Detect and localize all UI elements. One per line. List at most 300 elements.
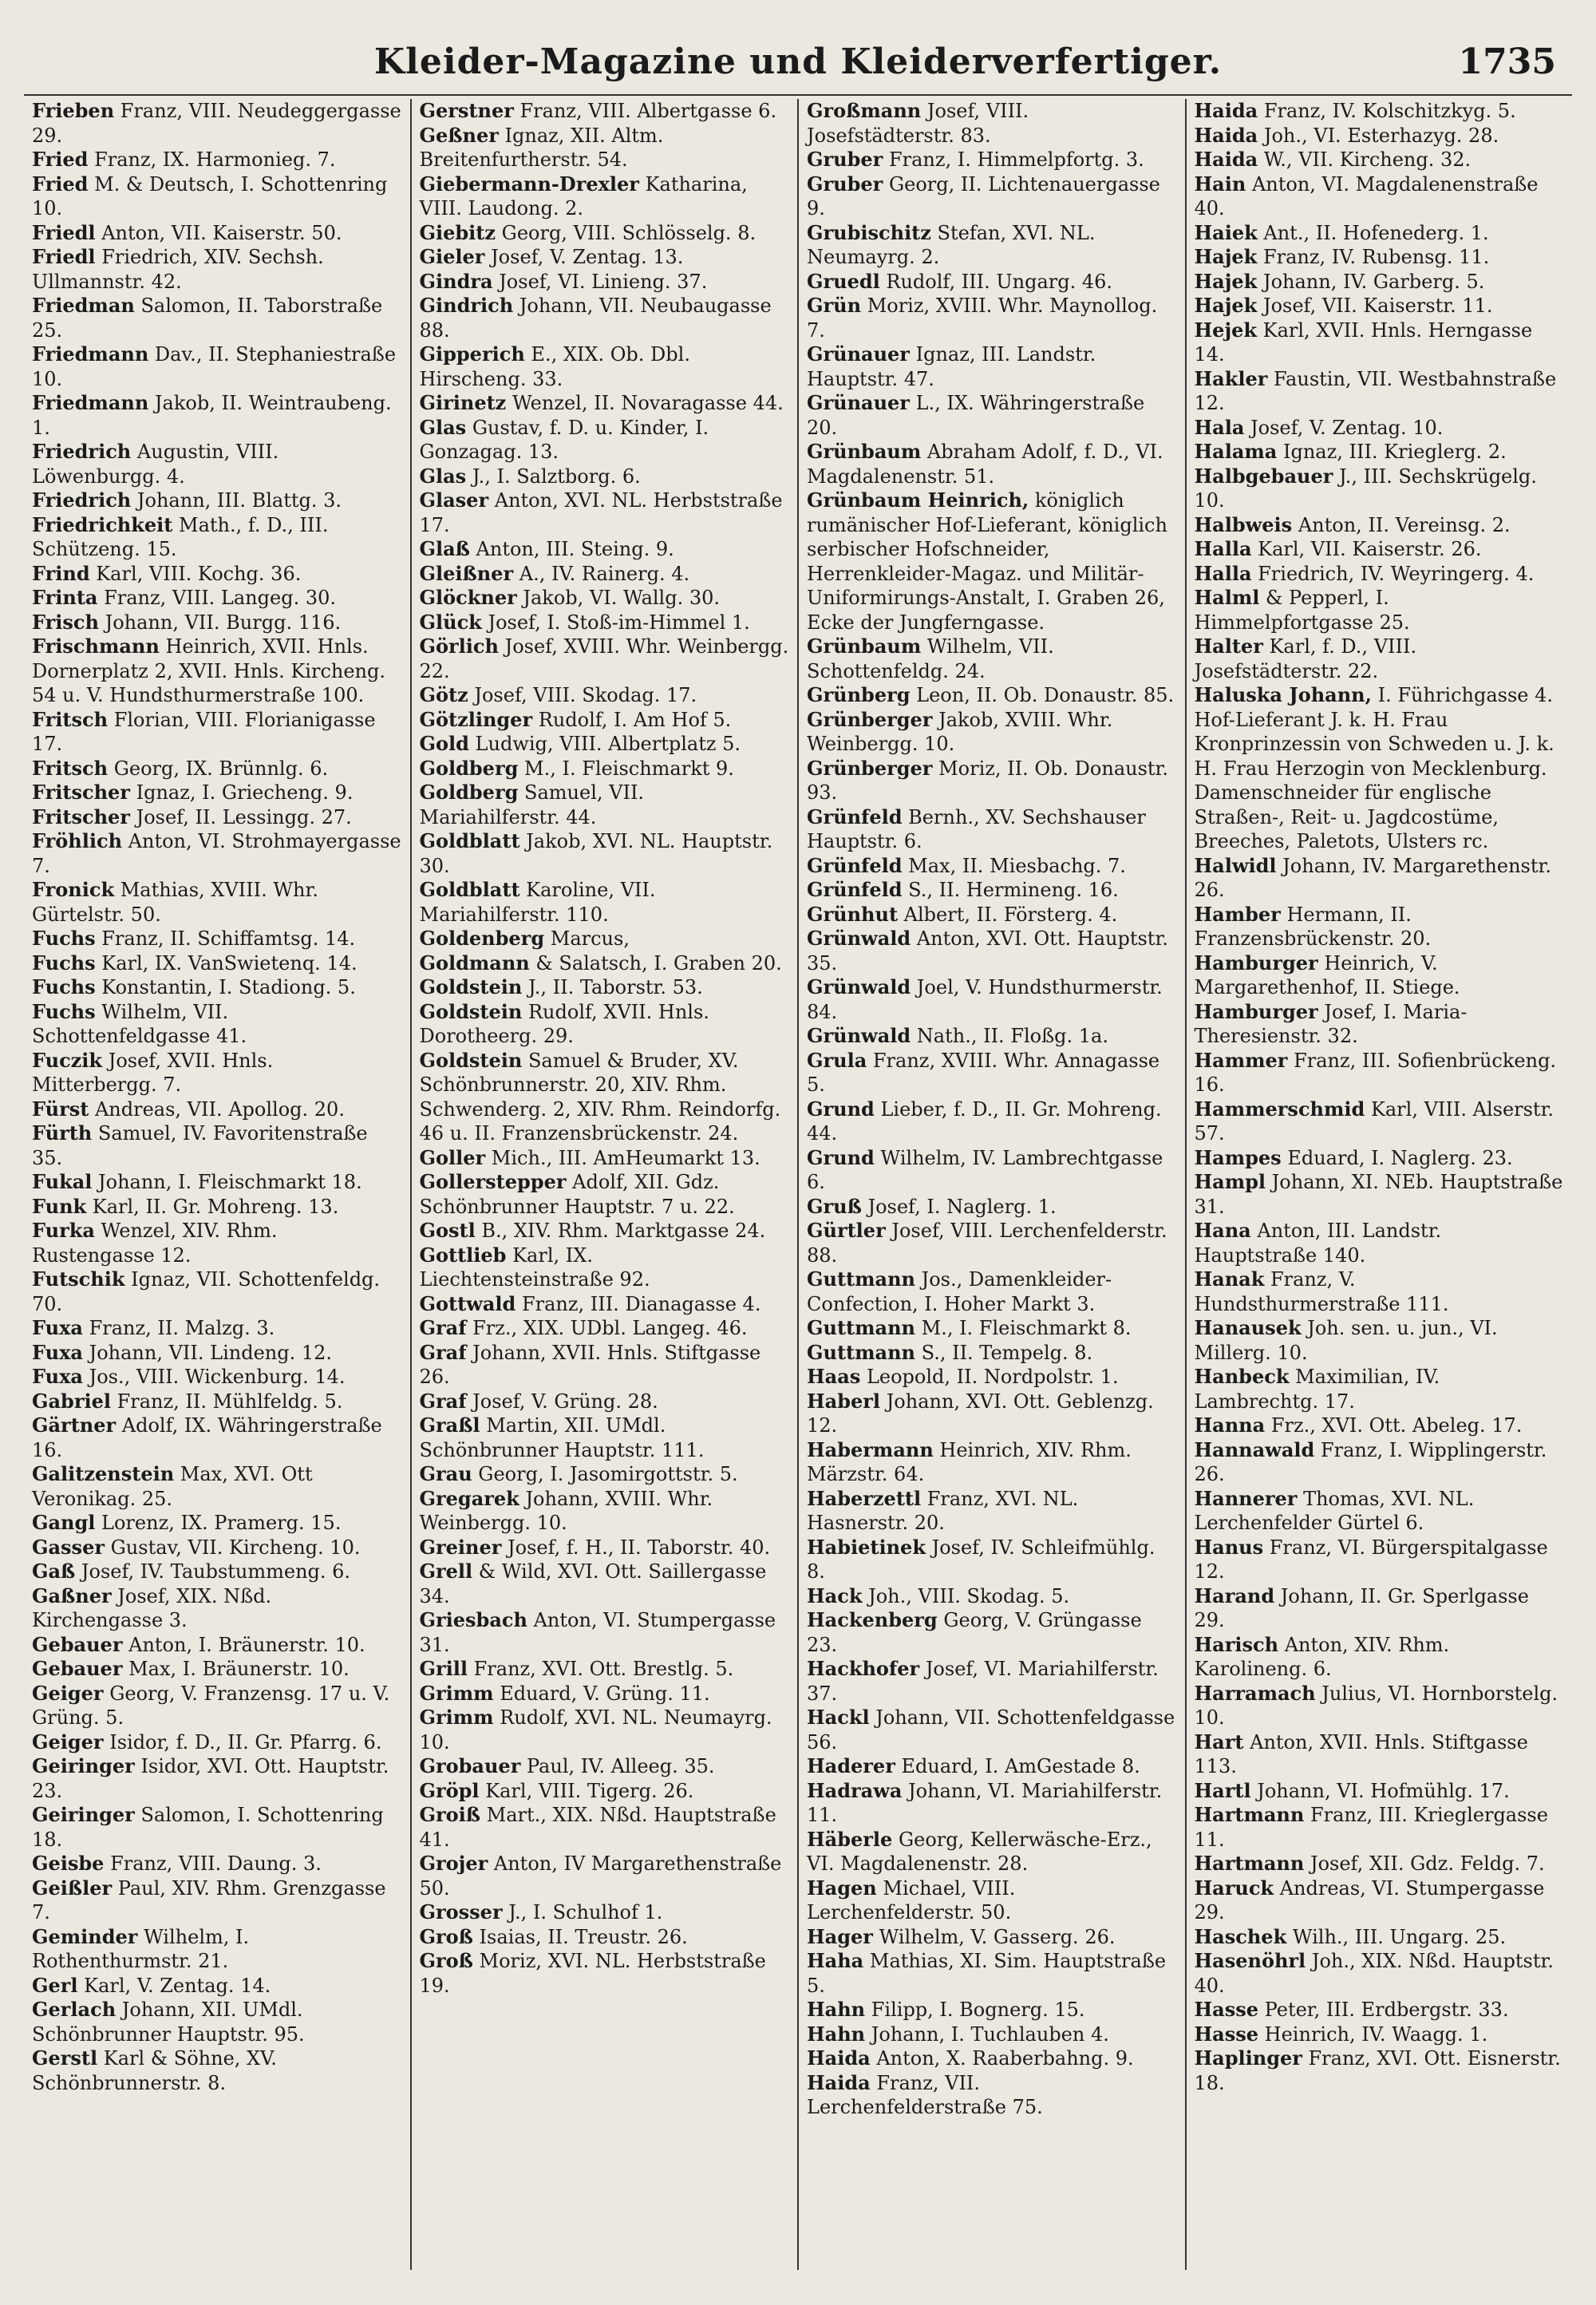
directory-entry bbox=[420, 708, 790, 733]
entry-name: Goldstein bbox=[419, 999, 523, 1023]
directory-entry bbox=[32, 1170, 402, 1195]
entry-name: Halla bbox=[1194, 537, 1252, 560]
directory-entry bbox=[807, 1316, 1177, 1341]
directory-entry bbox=[32, 1000, 402, 1049]
directory-entry bbox=[32, 1267, 402, 1316]
entry-name: Friedrich bbox=[32, 488, 132, 512]
directory-entry bbox=[420, 1413, 790, 1462]
directory-entry bbox=[32, 611, 402, 635]
directory-entry bbox=[807, 270, 1177, 295]
entry-name: Friedman bbox=[32, 294, 135, 317]
entry-address: Moriz, XVIII. Whr. Maynollog. 7. bbox=[807, 295, 1158, 342]
directory-entry bbox=[32, 1049, 402, 1097]
entry-name: Hannawald bbox=[1194, 1437, 1315, 1461]
entry-address: Filipp, I. Bognerg. 15. bbox=[871, 1999, 1085, 2021]
entry-address: Josef, VIII. Skodag. 17. bbox=[474, 684, 697, 706]
directory-entry bbox=[1195, 854, 1565, 903]
entry-address: Johann, II. Gr. Sperlgasse 29. bbox=[1194, 1584, 1529, 1631]
entry-address: M., I. Fleischmarkt 8. bbox=[921, 1317, 1132, 1339]
entry-address: Eduard, I. Naglerg. 23. bbox=[1287, 1146, 1513, 1169]
entry-address: Max, XVI. Ott Veronikag. 25. bbox=[32, 1463, 313, 1510]
entry-address: Karl & Söhne, XV. Schönbrunnerstr. 8. bbox=[32, 2047, 277, 2094]
directory-entry bbox=[807, 1754, 1177, 1779]
entry-address: Johann, VI. Mariahilferstr. 11. bbox=[807, 1779, 1163, 1826]
entry-name: Hammerschmid bbox=[1194, 1097, 1365, 1121]
entry-address: Franz, III. Dianagasse 4. bbox=[521, 1292, 761, 1315]
entry-address: Jos., Damenkleider-Confection, I. Hoher Markt 3. bbox=[807, 1268, 1112, 1315]
entry-name: Grubischitz bbox=[807, 220, 931, 244]
entry-name: Frinta bbox=[32, 586, 98, 609]
entry-name: Galitzenstein bbox=[32, 1462, 175, 1485]
entry-address: Friedrich, XIV. Sechsh. Ullmannstr. 42. bbox=[32, 246, 324, 293]
entry-name: Hajek bbox=[1194, 269, 1258, 293]
entry-name: Grünwald bbox=[807, 975, 911, 998]
directory-entry bbox=[807, 927, 1177, 975]
entry-name: Furka bbox=[32, 1219, 95, 1242]
entry-address: Jakob, XVIII. Whr. Weinbergg. 10. bbox=[807, 708, 1113, 755]
directory-entry bbox=[32, 1974, 402, 1999]
entry-name: Gebauer bbox=[32, 1657, 123, 1680]
entry-name: Groß bbox=[419, 1949, 473, 1972]
directory-entry bbox=[1195, 1170, 1565, 1219]
entry-name: Hampes bbox=[1194, 1145, 1282, 1169]
entry-name: Grünberg bbox=[807, 683, 911, 706]
entry-name: Hackhofer bbox=[807, 1657, 920, 1680]
entry-name: Fuxa bbox=[32, 1365, 83, 1388]
entry-name: Friedrich bbox=[32, 440, 132, 463]
entry-address: Math., f. D., III. Schützeng. 15. bbox=[32, 513, 329, 560]
directory-entry bbox=[32, 805, 402, 830]
entry-name: Fritsch bbox=[32, 756, 109, 780]
entry-name: Frisch bbox=[32, 610, 99, 634]
directory-entry bbox=[32, 1536, 402, 1560]
directory-entry bbox=[420, 1925, 790, 1950]
entry-address: Peter, III. Erdbergstr. 33. bbox=[1264, 1999, 1509, 2021]
entry-address: Anton, VII. Kaiserstr. 50. bbox=[101, 221, 342, 244]
entry-address: Jakob, II. Weintraubeng. 1. bbox=[32, 392, 392, 439]
entry-name: Frieben bbox=[32, 99, 115, 122]
directory-entry bbox=[807, 391, 1177, 440]
entry-address: Anton, II. Vereinsg. 2. bbox=[1298, 513, 1511, 536]
entry-name: Gruß bbox=[807, 1194, 862, 1218]
entry-address: Franz, VII. Lerchenfelderstraße 75. bbox=[807, 2071, 1043, 2118]
directory-entry bbox=[32, 1511, 402, 1536]
directory-entry bbox=[32, 148, 402, 172]
directory-entry bbox=[420, 951, 790, 976]
directory-entry bbox=[420, 1170, 790, 1219]
entry-name: Geiger bbox=[32, 1681, 104, 1705]
entry-name: Graf bbox=[419, 1316, 467, 1339]
directory-entry bbox=[32, 562, 402, 587]
directory-entry bbox=[807, 1024, 1177, 1049]
entry-name: Gasser bbox=[32, 1535, 105, 1559]
entry-address: Wilhelm, I. Rothenthurmstr. 21. bbox=[32, 1925, 250, 1972]
directory-entry bbox=[807, 854, 1177, 879]
directory-entry bbox=[420, 1682, 790, 1706]
entry-name: Goldenberg bbox=[419, 927, 545, 950]
directory-entry bbox=[807, 1390, 1177, 1438]
entry-name: Hasse bbox=[1194, 1998, 1259, 2021]
entry-address: Samuel, VII. Mariahilferstr. 44. bbox=[419, 781, 645, 828]
entry-name: Grün bbox=[807, 294, 862, 317]
directory-entry bbox=[420, 391, 790, 416]
entry-name: Gregarek bbox=[419, 1486, 519, 1510]
entry-name: Haas bbox=[807, 1365, 861, 1388]
directory-entry bbox=[807, 1267, 1177, 1316]
entry-name: Grobauer bbox=[419, 1754, 521, 1777]
entry-name: Guttmann bbox=[807, 1340, 915, 1364]
entry-name: Hanna bbox=[1194, 1413, 1266, 1437]
entry-address: Franz, VIII. Langeg. 30. bbox=[104, 587, 336, 609]
directory-entry bbox=[1195, 1000, 1565, 1049]
directory-entry bbox=[420, 1706, 790, 1754]
entry-address: Josef, II. Lessingg. 27. bbox=[136, 805, 352, 828]
directory-entry bbox=[32, 391, 402, 440]
directory-entry bbox=[32, 1413, 402, 1462]
directory-entry bbox=[807, 1365, 1177, 1390]
entry-name: Glaß bbox=[419, 537, 470, 560]
column-3 bbox=[797, 99, 1185, 2270]
directory-entry bbox=[1195, 683, 1565, 854]
entry-address: Salomon, II. Taborstraße 25. bbox=[32, 295, 383, 342]
entry-address: Georg, II. Lichtenauergasse 9. bbox=[807, 172, 1160, 219]
column-2 bbox=[410, 99, 798, 2270]
entry-name: Glas bbox=[419, 464, 467, 488]
directory-entry bbox=[420, 1949, 790, 1998]
directory-entry bbox=[1195, 562, 1565, 587]
entry-address: Wenzel, XIV. Rhm. Rustengasse 12. bbox=[32, 1220, 278, 1267]
directory-entry bbox=[1195, 221, 1565, 246]
entry-name: Grojer bbox=[419, 1852, 488, 1875]
entry-name: Fuchs bbox=[32, 951, 96, 975]
directory-entry bbox=[32, 1754, 402, 1803]
entry-address: Anton, XIV. Rhm. Karolineng. 6. bbox=[1194, 1633, 1450, 1680]
entry-name: Haiek bbox=[1194, 220, 1258, 244]
entry-address: Franz, XVIII. Whr. Annagasse 5. bbox=[807, 1049, 1160, 1096]
directory-entry bbox=[420, 1341, 790, 1390]
entry-name: Grünhut bbox=[807, 902, 899, 926]
entry-name: Grimm bbox=[419, 1706, 494, 1729]
directory-entry bbox=[32, 488, 402, 513]
entry-name: Fuxa bbox=[32, 1316, 83, 1339]
entry-address: Konstantin, I. Stadiong. 5. bbox=[101, 976, 356, 998]
directory-entry bbox=[420, 611, 790, 635]
directory-entry bbox=[420, 878, 790, 927]
directory-entry bbox=[32, 1219, 402, 1267]
entry-address: Joh., VIII. Skodag. 5. bbox=[868, 1584, 1070, 1607]
entry-address: Lorenz, IX. Pramerg. 15. bbox=[101, 1512, 342, 1534]
directory-entry bbox=[1195, 903, 1565, 951]
entry-address: Johann, I. Fleischmarkt 18. bbox=[98, 1171, 362, 1193]
entry-name: Hartl bbox=[1194, 1778, 1251, 1802]
entry-name: Frind bbox=[32, 561, 90, 585]
directory-entry bbox=[807, 1608, 1177, 1657]
entry-address: Leopold, II. Nordpolstr. 1. bbox=[866, 1366, 1119, 1388]
directory-entry bbox=[1195, 124, 1565, 148]
entry-name: Griesbach bbox=[419, 1608, 527, 1631]
entry-name: Goldblatt bbox=[419, 829, 520, 852]
entry-name: Funk bbox=[32, 1194, 87, 1218]
directory-entry bbox=[1195, 1097, 1565, 1146]
entry-name: Graf bbox=[419, 1389, 467, 1413]
directory-entry bbox=[420, 1000, 790, 1049]
entry-name: Fürst bbox=[32, 1097, 89, 1121]
entry-address: Gustav, VII. Kircheng. 10. bbox=[110, 1536, 361, 1559]
entry-name: Hejek bbox=[1194, 318, 1258, 342]
directory-entry bbox=[420, 1900, 790, 1925]
entry-address: Stefan, XVI. NL. Neumayrg. 2. bbox=[807, 221, 1096, 268]
entry-address: Anton, I. Bräunerstr. 10. bbox=[128, 1633, 365, 1656]
directory-entry bbox=[420, 342, 790, 391]
entry-address: Josef, XVII. Hnls. Mitterbergg. 7. bbox=[32, 1049, 274, 1096]
entry-address: Paul, XIV. Rhm. Grenzgasse 7. bbox=[32, 1876, 386, 1923]
directory-entry bbox=[807, 635, 1177, 683]
directory-entry bbox=[807, 1097, 1177, 1146]
entry-name: Greiner bbox=[419, 1535, 502, 1559]
directory-entry bbox=[807, 221, 1177, 270]
directory-entry bbox=[807, 2071, 1177, 2120]
directory-entry bbox=[32, 99, 402, 148]
entry-address: Thomas, XVI. NL. Lerchenfelder Gürtel 6. bbox=[1194, 1487, 1475, 1534]
entry-name: Fritsch bbox=[32, 707, 109, 731]
entry-name: Guttmann bbox=[807, 1316, 915, 1339]
column-4 bbox=[1185, 99, 1573, 2270]
directory-entry bbox=[420, 1779, 790, 1804]
directory-entry bbox=[32, 975, 402, 1000]
directory-entry bbox=[1195, 1049, 1565, 1097]
entry-address: Franz, III. Krieglergasse 11. bbox=[1194, 1804, 1548, 1851]
directory-entry bbox=[420, 488, 790, 537]
entry-name: Gröpl bbox=[419, 1778, 480, 1802]
entry-address: Karl, VII. Kaiserstr. 26. bbox=[1258, 538, 1482, 560]
entry-address: Anton, X. Raaberbahng. 9. bbox=[876, 2047, 1134, 2070]
directory-entry bbox=[807, 1146, 1177, 1195]
entry-address: Hermann, II. Franzensbrückenstr. 20. bbox=[1194, 903, 1432, 950]
entry-address: Joel, V. Hundsthurmerstr. 84. bbox=[807, 976, 1163, 1023]
directory-entry bbox=[1195, 537, 1565, 562]
entry-name: Hamburger bbox=[1194, 951, 1318, 975]
entry-address: Josef, IV. Schleifmühlg. 8. bbox=[807, 1536, 1156, 1583]
entry-name: Hagen bbox=[807, 1876, 877, 1900]
directory-entry bbox=[420, 635, 790, 683]
directory-entry bbox=[807, 2046, 1177, 2071]
entry-address: J., II. Taborstr. 53. bbox=[527, 976, 703, 998]
entry-name: Glaser bbox=[419, 488, 489, 512]
directory-entry bbox=[32, 1121, 402, 1170]
entry-name: Frischmann bbox=[32, 635, 160, 658]
directory-entry bbox=[32, 781, 402, 805]
columns bbox=[24, 99, 1572, 2270]
entry-address: königlich rumänischer Hof-Lieferant, königlich serbischer Hofschneider, Herrenkleider-Magaz. und Militär-Uniformirungs-Anstalt, I. Graben 26, Ecke der Jungferngasse. bbox=[807, 489, 1167, 634]
directory-entry bbox=[420, 1657, 790, 1682]
entry-name: Goldblatt bbox=[419, 878, 520, 901]
entry-address: Karl, VIII. Alserstr. 57. bbox=[1194, 1097, 1555, 1145]
entry-address: Mart., XIX. Nßd. Hauptstraße 41. bbox=[419, 1804, 776, 1851]
entry-name: Geiger bbox=[32, 1730, 104, 1753]
directory-entry bbox=[32, 635, 402, 708]
entry-name: Friedmann bbox=[32, 391, 149, 414]
entry-address: J., III. Sechskrügelg. 10. bbox=[1194, 465, 1537, 512]
directory-entry bbox=[32, 829, 402, 878]
entry-name: Gärtner bbox=[32, 1413, 117, 1437]
entry-name: Fritscher bbox=[32, 781, 130, 804]
directory-entry bbox=[807, 1949, 1177, 1998]
entry-address: Karl, IX. VanSwietenq. 14. bbox=[101, 951, 358, 975]
directory-entry bbox=[32, 927, 402, 951]
entry-address: Johann, VII. Burgg. 116. bbox=[105, 611, 342, 634]
entry-name: Gruedl bbox=[807, 269, 880, 293]
entry-name: Harand bbox=[1194, 1583, 1275, 1607]
directory-entry bbox=[32, 1341, 402, 1366]
entry-name: Götz bbox=[419, 683, 468, 706]
entry-address: Joh., VI. Esterhazyg. 28. bbox=[1263, 124, 1499, 147]
directory-entry bbox=[807, 1341, 1177, 1366]
directory-entry bbox=[32, 1803, 402, 1852]
entry-address: Ignaz, VII. Schottenfeldg. 70. bbox=[32, 1268, 381, 1315]
entry-name: Haida bbox=[1194, 123, 1258, 147]
directory-entry bbox=[420, 1390, 790, 1414]
entry-address: Mathias, XI. Sim. Hauptstraße 5. bbox=[807, 1950, 1167, 1997]
entry-name: Gindrich bbox=[419, 294, 514, 317]
entry-name: Halla bbox=[1194, 561, 1252, 585]
directory-entry bbox=[1195, 1730, 1565, 1779]
entry-name: Görlich bbox=[419, 635, 499, 658]
entry-name: Geiringer bbox=[32, 1803, 135, 1826]
entry-name: Gold bbox=[419, 732, 469, 755]
entry-address: Franz, XVI. Ott. Brestlg. 5. bbox=[473, 1658, 734, 1680]
directory-entry bbox=[807, 683, 1177, 708]
directory-entry bbox=[420, 416, 790, 465]
entry-address: Ignaz, III. Krieglerg. 2. bbox=[1282, 441, 1507, 463]
directory-entry bbox=[1195, 318, 1565, 367]
entry-address: Mathias, XVIII. Whr. Gürtelstr. 50. bbox=[32, 879, 318, 926]
directory-entry bbox=[807, 1706, 1177, 1754]
entry-address: Josef, VIII. Lerchenfelderstr. 88. bbox=[807, 1220, 1167, 1267]
entry-name: Fried bbox=[32, 172, 89, 196]
directory-entry bbox=[420, 1316, 790, 1341]
entry-address: Josef, I. Stoß-im-Himmel 1. bbox=[488, 611, 750, 634]
entry-name: Hartmann bbox=[1194, 1803, 1305, 1826]
entry-name: Halwidl bbox=[1194, 853, 1277, 877]
entry-name: Gerlach bbox=[32, 1998, 117, 2021]
entry-address: Georg, IX. Brünnlg. 6. bbox=[113, 757, 329, 780]
entry-name: Grill bbox=[419, 1657, 468, 1680]
entry-address: Isidor, XVI. Ott. Hauptstr. 23. bbox=[32, 1755, 389, 1802]
entry-name: Grünberger bbox=[807, 707, 933, 731]
entry-name: Grell bbox=[419, 1560, 473, 1583]
directory-entry bbox=[32, 708, 402, 757]
directory-entry bbox=[807, 488, 1177, 635]
entry-name: Grünwald bbox=[807, 927, 911, 950]
entry-name: Grünfeld bbox=[807, 878, 903, 901]
entry-name: Hack bbox=[807, 1583, 863, 1607]
directory-entry bbox=[1195, 1633, 1565, 1682]
entry-address: Wilhelm, VII. Schottenfeldg. 24. bbox=[807, 635, 1054, 682]
entry-name: Häberle bbox=[807, 1827, 893, 1851]
entry-name: Haruck bbox=[1194, 1876, 1274, 1900]
entry-name: Fried bbox=[32, 148, 89, 171]
entry-name: Gerstner bbox=[419, 99, 514, 122]
directory-entry bbox=[420, 294, 790, 342]
entry-address: Adolf, XII. Gdz. Schönbrunner Hauptstr. 7 u. 22. bbox=[419, 1171, 735, 1218]
directory-entry bbox=[32, 1560, 402, 1584]
entry-address: & Wild, XVI. Ott. Saillergasse 34. bbox=[419, 1560, 767, 1607]
entry-address: Anton, VI. Magdalenenstraße 40. bbox=[1194, 172, 1539, 219]
entry-address: Franz, XVI. Ott. Eisnerstr. 18. bbox=[1194, 2047, 1561, 2094]
directory-entry bbox=[807, 172, 1177, 221]
entry-name: Halama bbox=[1194, 440, 1278, 463]
entry-name: Halter bbox=[1194, 635, 1263, 658]
entry-address: Maximilian, IV. Lambrechtg. 17. bbox=[1194, 1366, 1440, 1413]
entry-address: Josef, VIII. Josefstädterstr. 83. bbox=[807, 100, 1029, 147]
entry-address: S., II. Tempelg. 8. bbox=[921, 1341, 1093, 1364]
entry-address: Josef, I. Naglerg. 1. bbox=[867, 1195, 1057, 1218]
entry-address: Karl, VIII. Tigerg. 26. bbox=[485, 1779, 694, 1802]
directory-entry bbox=[420, 1243, 790, 1292]
entry-address: Florian, VIII. Florianigasse 17. bbox=[32, 708, 376, 755]
entry-name: Grünbaum bbox=[807, 440, 922, 463]
directory-entry bbox=[32, 1876, 402, 1925]
entry-name: Gaß bbox=[32, 1560, 76, 1583]
entry-address: Josef, XVIII. Whr. Weinbergg. 22. bbox=[419, 635, 789, 682]
directory-entry bbox=[32, 513, 402, 562]
entry-name: Futschik bbox=[32, 1267, 125, 1291]
directory-entry bbox=[420, 1608, 790, 1657]
entry-address: Julius, VI. Hornborstelg. 10. bbox=[1194, 1682, 1558, 1729]
directory-entry bbox=[1195, 951, 1565, 1000]
entry-name: Friedrichkeit bbox=[32, 512, 173, 536]
entry-name: Gaßner bbox=[32, 1583, 112, 1607]
directory-entry bbox=[32, 1852, 402, 1876]
entry-address: Wilh., III. Ungarg. 25. bbox=[1292, 1925, 1507, 1948]
directory-entry bbox=[1195, 2046, 1565, 2095]
entry-name: Grünfeld bbox=[807, 853, 903, 877]
directory-entry bbox=[32, 1925, 402, 1974]
entry-address: Samuel, IV. Favoritenstraße 35. bbox=[32, 1122, 368, 1169]
entry-name: Hakler bbox=[1194, 366, 1268, 390]
entry-address: Franz, V. Hundsthurmerstraße 111. bbox=[1194, 1268, 1449, 1315]
entry-name: Hana bbox=[1194, 1219, 1251, 1242]
entry-name: Hackenberg bbox=[807, 1608, 938, 1631]
directory-entry bbox=[32, 245, 402, 294]
entry-name: Haberzettl bbox=[807, 1486, 922, 1510]
entry-address: Franz, II. Malzg. 3. bbox=[89, 1317, 275, 1339]
entry-name: Giebermann-Drexler bbox=[419, 172, 639, 196]
directory-entry bbox=[807, 975, 1177, 1024]
directory-entry bbox=[420, 537, 790, 562]
directory-entry bbox=[1195, 1925, 1565, 1950]
entry-address: Lieber, f. D., II. Gr. Mohreng. 44. bbox=[807, 1097, 1162, 1145]
directory-entry bbox=[1195, 1413, 1565, 1438]
entry-address: Friedrich, IV. Weyringerg. 4. bbox=[1258, 562, 1535, 585]
entry-address: Adolf, IX. Währingerstraße 16. bbox=[32, 1414, 382, 1461]
entry-address: Johann, XVII. Hnls. Stiftgasse 26. bbox=[419, 1341, 761, 1388]
entry-name: Glöckner bbox=[419, 586, 517, 609]
entry-address: Frz., XVI. Ott. Abeleg. 17. bbox=[1270, 1414, 1523, 1437]
entry-address: Franz, VI. Bürgerspitalgasse 12. bbox=[1194, 1536, 1548, 1583]
directory-entry bbox=[807, 2022, 1177, 2047]
entry-address: Karl, IX. Liechtensteinstraße 92. bbox=[419, 1243, 650, 1291]
entry-name: Geminder bbox=[32, 1924, 138, 1948]
entry-name: Habermann bbox=[807, 1437, 934, 1461]
entry-address: Franz, I. Himmelpfortg. 3. bbox=[888, 148, 1144, 171]
directory-entry bbox=[420, 1560, 790, 1608]
entry-address: Johann, VII. Lindeng. 12. bbox=[89, 1341, 333, 1364]
entry-name: Halbweis bbox=[1194, 512, 1293, 536]
directory-entry bbox=[1195, 2022, 1565, 2047]
directory-entry bbox=[420, 1803, 790, 1852]
directory-entry bbox=[1195, 513, 1565, 538]
